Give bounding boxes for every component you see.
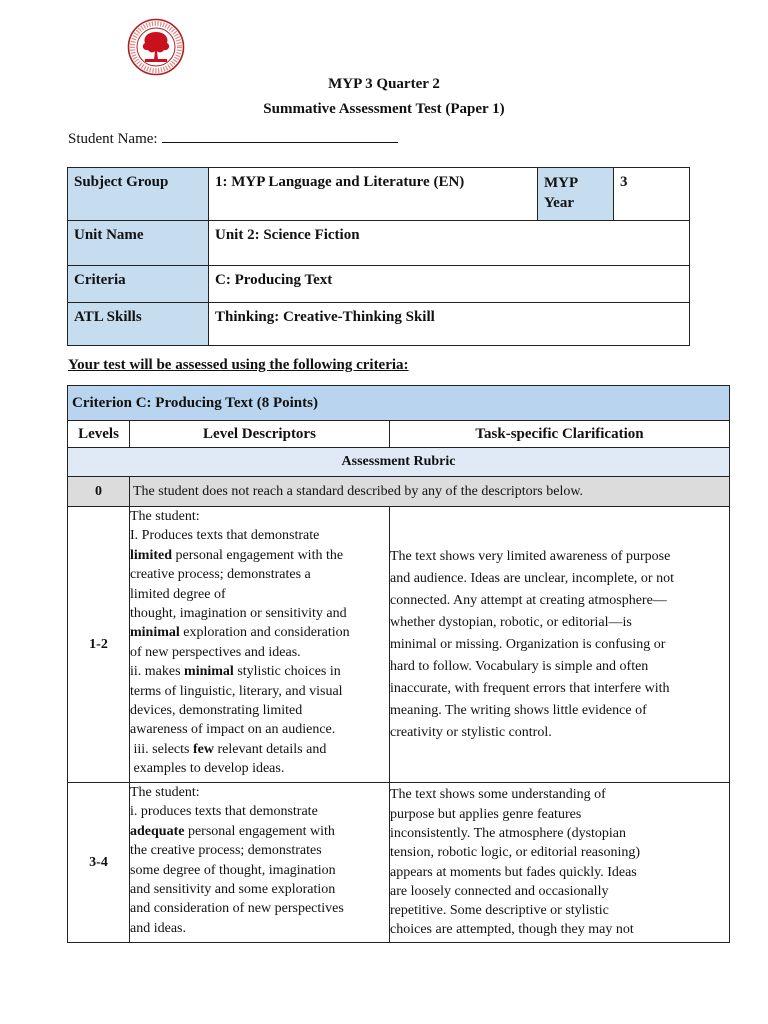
emphasis: limited [130,547,172,563]
descriptor-line [130,623,389,642]
info-row-subject [67,167,690,221]
criteria-label: Criteria [68,266,209,302]
descriptor-line: the creative process; demonstrates [130,843,322,859]
descriptor-line: thought, imagination or sensitivity and [130,606,347,622]
student-name-row [68,128,398,148]
table-row [68,507,730,783]
clarification-line: meaning. The writing shows little evidence of [390,702,647,718]
col-levels-header: Levels [68,421,130,448]
clarification-line: and audience. Ideas are unclear, incomplete, or not [390,570,674,586]
atl-skills-value: Thinking: Creative-Thinking Skill [215,309,435,325]
descriptor-line: awareness of impact on an audience. [130,722,336,738]
rubric-section-header: Assessment Rubric [68,448,730,477]
clarification-line: repetitive. Some descriptive or stylistic [390,903,609,919]
info-table [67,167,690,346]
rubric-title: Criterion C: Producing Text (8 Points) [68,386,730,421]
descriptor-text: ii. makes [130,664,185,680]
clarification-line: inaccurate, with frequent errors that interfere with [390,680,670,696]
student-name-field[interactable] [162,128,398,143]
clarification-line: connected. Any attempt at creating atmosphere— [390,592,667,608]
clarification-line: tension, robotic logic, or editorial reasoning) [390,845,640,861]
descriptor-line: I. Produces texts that demonstrate [130,528,320,544]
descriptor-line: some degree of thought, imagination [130,862,336,878]
descriptor-line: creative process; demonstrates a [130,567,311,583]
clarification-line: minimal or missing. Organization is confusing or [390,636,666,652]
clarification-line: purpose but applies genre features [390,806,582,822]
descriptor-line: and consideration of new perspectives [130,901,344,917]
table-row [68,477,730,507]
descriptor-line: and ideas. [130,920,186,936]
clarification-line: choices are attempted, though they may not [390,922,634,938]
descriptor-line: terms of linguistic, literary, and visual [130,683,343,699]
emphasis: adequate [130,823,185,839]
myp-year-label [537,168,614,220]
table-row [68,783,730,943]
descriptor-line: examples to develop ideas. [130,761,285,777]
descriptor-line: limited degree of [130,586,226,602]
clarification-line: creativity or stylistic control. [390,724,552,740]
descriptor-text: stylistic choices in [233,664,341,680]
clarification-line: appears at moments but fades quickly. Ideas [390,864,637,880]
info-row-unit [67,221,690,266]
clarification-cell [390,783,730,943]
subject-group-label: Subject Group [68,168,209,220]
descriptor-text: personal engagement with the [172,547,344,563]
myp-year-label-line2: Year [544,194,574,211]
descriptor-line [130,822,389,841]
descriptor-line: The student: [130,785,200,800]
col-descriptors-header: Level Descriptors [130,421,390,448]
unit-name-value: Unit 2: Science Fiction [215,227,360,243]
info-row-criteria [67,266,690,303]
descriptor-text: relevant details and [214,741,327,757]
myp-year-value: 3 [620,174,628,190]
col-clarification-header: Task-specific Clarification [390,421,730,448]
info-row-atl [67,303,690,346]
descriptor-text: iii. selects [130,741,193,757]
emphasis: few [193,741,214,757]
student-name-label: Student Name: [68,131,158,147]
unit-name-label: Unit Name [68,221,209,265]
descriptor-line: and sensitivity and some exploration [130,882,336,898]
descriptor-line: of new perspectives and ideas. [130,644,301,660]
descriptor-line [130,662,389,681]
descriptor-line [130,740,389,759]
emphasis: minimal [184,664,234,680]
school-seal-icon [127,18,185,76]
clarification-line: whether dystopian, robotic, or editorial—is [390,614,632,630]
rubric-table [67,385,730,943]
clarification-line: hard to follow. Vocabulary is simple and often [390,658,649,674]
descriptor-line: devices, demonstrating limited [130,703,303,719]
criteria-value: C: Producing Text [215,272,333,288]
atl-skills-label: ATL Skills [68,303,209,345]
criteria-heading: Your test will be assessed using the following criteria: [68,357,409,373]
page-title: MYP 3 Quarter 2 [328,76,440,92]
descriptor-text: personal engagement with [184,823,335,839]
clarification-line: The text shows some understanding of [390,787,606,803]
level-cell: 1-2 [68,507,130,783]
page-subtitle: Summative Assessment Test (Paper 1) [263,101,505,117]
subject-group-value: 1: MYP Language and Literature (EN) [215,174,465,190]
clarification-line: The text shows very limited awareness of purpose [390,548,671,564]
emphasis: minimal [130,625,180,641]
descriptor-line [130,546,389,565]
clarification-line: inconsistently. The atmosphere (dystopian [390,825,627,841]
clarification-cell [390,507,730,783]
descriptor-line: The student: [130,509,200,524]
level-cell: 3-4 [68,783,130,943]
level-cell: 0 [68,477,130,507]
descriptor-cell [130,507,390,783]
descriptor-cell [130,783,390,943]
clarification-line: are loosely connected and occasionally [390,883,609,899]
descriptor-text: exploration and consideration [179,625,350,641]
myp-year-label-line1: MYP [544,175,579,191]
descriptor-cell: The student does not reach a standard described by any of the descriptors below. [130,477,730,507]
descriptor-line: i. produces texts that demonstrate [130,804,318,820]
